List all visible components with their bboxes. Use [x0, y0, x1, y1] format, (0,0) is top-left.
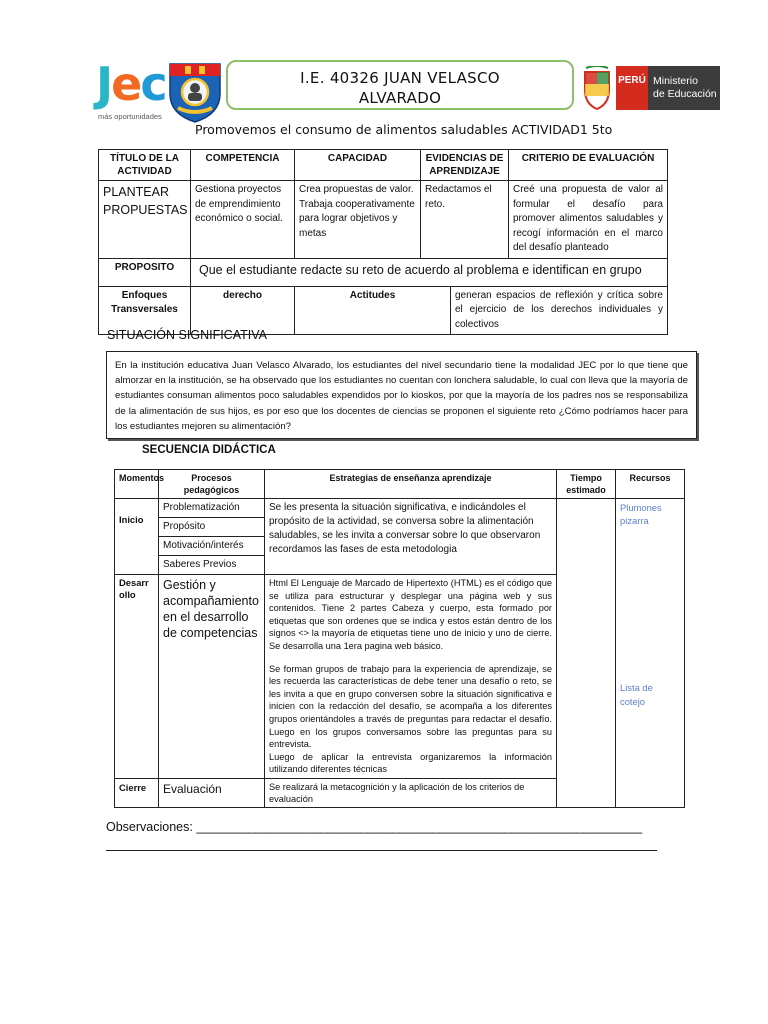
enfoques-label: Enfoques Transversales — [99, 286, 191, 335]
ministry-logo — [582, 66, 722, 110]
header-titulo: TÍTULO DE LA ACTIVIDAD — [99, 150, 191, 181]
cell-titulo: PLANTEAR PROPUESTAS — [99, 181, 191, 259]
header-momentos: Momentos — [115, 470, 159, 499]
proceso-proposito: Propósito — [159, 518, 265, 537]
school-crest-icon — [166, 60, 224, 124]
school-title-box — [226, 60, 574, 110]
enfoques-value: derecho — [191, 286, 295, 335]
proposito-row — [99, 258, 668, 286]
header-criterio: CRITERIO DE EVALUACIÓN — [509, 150, 668, 181]
cell-evidencias: Redactamos el reto. — [421, 181, 509, 259]
school-title-line1: I.E. 40326 JUAN VELASCO — [300, 69, 500, 87]
header-capacidad: CAPACIDAD — [295, 150, 421, 181]
situacion-text: En la institución educativa Juan Velasco Alvarado, los estudiantes del nivel secundario tiene la modalidad JEC por lo que tiene que almorzar en la institución, se ha observado que los estudiantes no cuentan con lonchera saludable, lo cual con lleva que la mayoría de estudiantes consuman alimentos poco saludables expendidos por lo kioskos, por que la mayoría de los padres nos se responsabiliza de la alimentación de sus hijos, es por eso que los docentes de ciencias se proponen el siguiente reto ¿Cómo podríamos hacer para los estudiantes mejoren su alimentación? — [106, 351, 697, 439]
situacion-label: SITUACIÓN SIGNIFICATIVA — [107, 328, 267, 342]
cell-capacidad: Crea propuestas de valor. Trabaja cooperativamente para lograr objetivos y metas — [295, 181, 421, 259]
observaciones-second-line — [106, 838, 657, 851]
jec-tagline: más oportunidades — [98, 112, 162, 121]
momento-inicio: Inicio — [115, 499, 159, 575]
proceso-motivacion: Motivación/interés — [159, 537, 265, 556]
peru-shield-icon — [582, 66, 612, 110]
cell-criterio: Creé una propuesta de valor al formular el desafío para promover alimentos saludables y recogí información en el marco del desafío planteado — [509, 181, 668, 259]
estrategia-inicio: Se les presenta la situación significativa, e indicándoles el propósito de la actividad, se conversa sobre la alimentación saludables, se les invita a conversar sobre lo que observaron recordamos las fases de esta metodologia — [265, 499, 557, 575]
peru-badge: PERÚ — [616, 66, 648, 110]
proceso-evaluacion: Evaluación — [159, 778, 265, 807]
school-title-line2: ALVARADO — [358, 89, 442, 107]
proceso-gestion: Gestión y acompañamiento en el desarrollo de competencias — [159, 575, 265, 779]
header-procesos: Procesos pedagógicos — [159, 470, 265, 499]
activity-row — [99, 181, 668, 259]
momento-cierre: Cierre — [115, 778, 159, 807]
tiempo-cell — [557, 499, 616, 808]
observaciones-line — [106, 820, 642, 834]
actitudes-label: Actitudes — [295, 286, 451, 335]
recursos-desarrollo: Lista de cotejo — [616, 575, 685, 808]
cell-competencia: Gestiona proyectos de emprendimiento económico o social. — [191, 181, 295, 259]
activity-subtitle: Promovemos el consumo de alimentos saludables ACTIVIDAD1 5to — [195, 122, 613, 137]
momento-desarrollo: Desarrollo — [115, 575, 159, 779]
header-estrategias: Estrategias de enseñanza aprendizaje — [265, 470, 557, 499]
recursos-inicio: Plumones pizarra — [616, 499, 685, 575]
proposito-text: Que el estudiante redacte su reto de acuerdo al problema e identifican en grupo — [191, 258, 668, 286]
proposito-label: PROPOSITO — [99, 258, 191, 286]
estrategia-desarrollo: Html El Lenguaje de Marcado de Hipertexto (HTML) es el código que se utiliza para estructurar y desplegar una página web y sus contenidos. Tiene 2 partes Cabeza y cuerpo, esta formado por etiquetas que son ordenes que se indica y estos están dentro de los signos <> la mayoría de etiquetas tiene uno de inicio y uno de cierre. Se desarrolla una 1era pagina web básico. Se forman grupos de trabajo para la experiencia de aprendizaje, se les recuerda las características de debe tener una desafío o reto, se les invita a que en grupo conversen sobre la situación significativa e inicien con la redacción del desafío, se acompaña a los diferentes grupos orientándoles a través de preguntas para redactar el desafío. Luego en los grupos conversamos sobre las preguntas para su entrevista. Luego de aplicar la entrevista organizaremos la información utilizando diferentes técnicas — [265, 575, 557, 779]
observaciones-underline: ____________________________________________________________________ — [196, 820, 642, 834]
secuencia-table — [114, 469, 685, 808]
secuencia-label: SECUENCIA DIDÁCTICA — [142, 444, 276, 456]
proceso-saberes: Saberes Previos — [159, 556, 265, 575]
header-competencia: COMPETENCIA — [191, 150, 295, 181]
inicio-row — [115, 499, 685, 518]
proceso-problematizacion: Problematización — [159, 499, 265, 518]
header-evidencias: EVIDENCIAS DE APRENDIZAJE — [421, 150, 509, 181]
ministry-badge: Ministerio de Educación — [648, 66, 720, 110]
activity-table-header — [99, 150, 668, 181]
header-tiempo: Tiempo estimado — [557, 470, 616, 499]
actitudes-text: generan espacios de reflexión y crítica sobre el ejercicio de los derechos individuales y colectivos — [451, 286, 668, 335]
jec-logo — [96, 58, 166, 128]
jec-wordmark: Jec — [96, 57, 166, 111]
estrategia-cierre: Se realizará la metacognición y la aplicación de los criterios de evaluación — [265, 778, 557, 807]
observaciones-label: Observaciones: — [106, 820, 197, 834]
header-recursos: Recursos — [616, 470, 685, 499]
activity-table — [98, 149, 668, 335]
secuencia-header — [115, 470, 685, 499]
